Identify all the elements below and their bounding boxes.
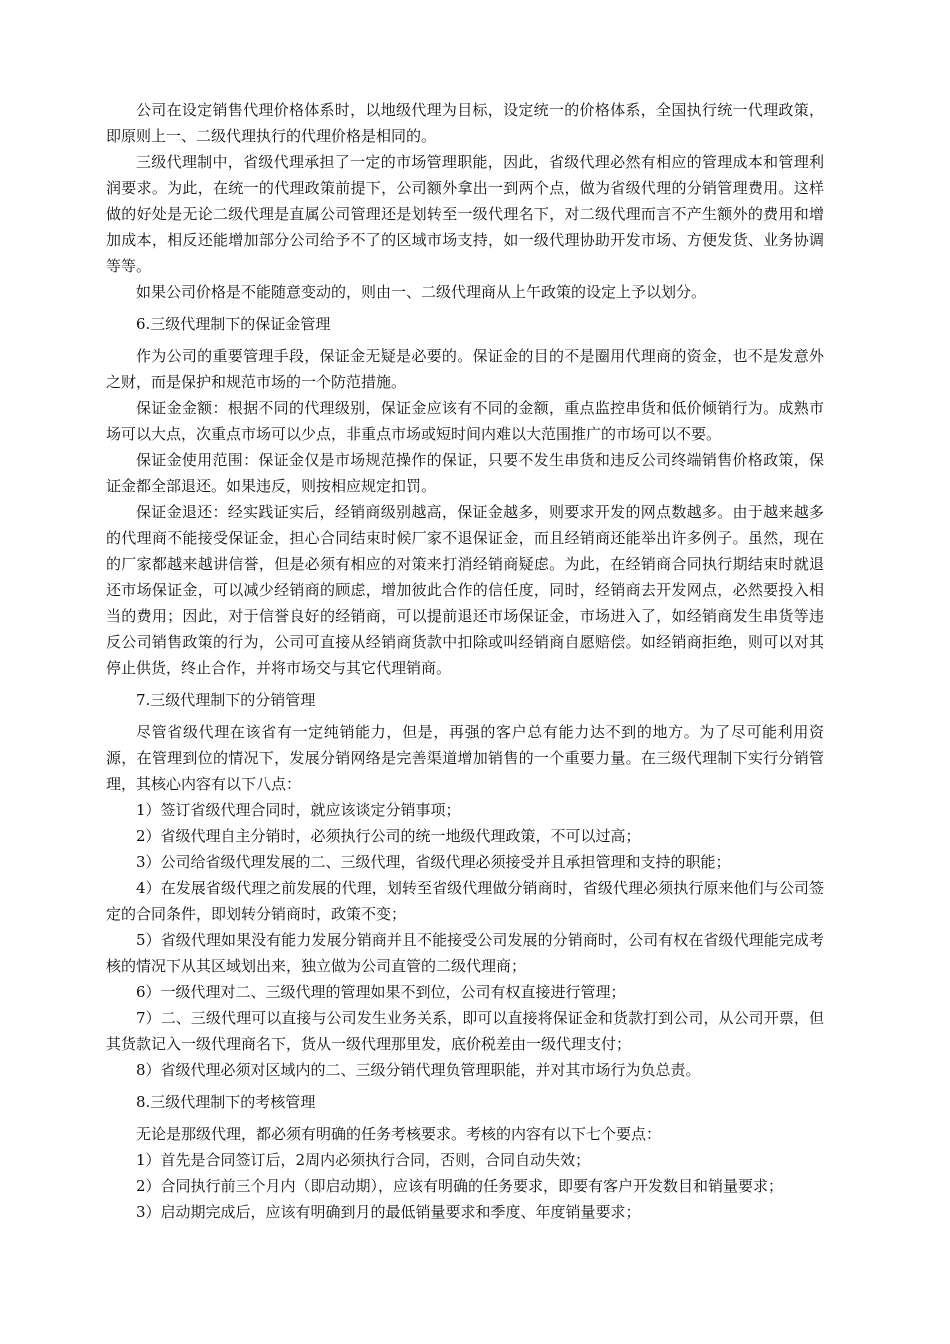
paragraph: 无论是那级代理，都必须有明确的任务考核要求。考核的内容有以下七个要点： <box>136 1125 662 1143</box>
list-item: 6）一级代理对二、三级代理的管理如果不到位，公司有权直接进行管理； <box>136 983 626 1001</box>
list-item: 2）省级代理自主分销时，必须执行公司的统一地级代理政策，不可以过高； <box>136 827 641 845</box>
paragraph: 保证金退还：经实践证实后，经销商级别越高，保证金越多，则要求开发的网点数越多。由于越来越多的代理商不能接受保证金，担心合同结束时候厂家不退保证金，而且经销商还能举出许多例子。虽然，现在的厂家都越来越讲信誉，但是必须有相应的对策来打消经销商疑虑。为此，在经销商合同执行期结束时就退还市场保证金，可以减少经销商的顾虑，增加彼此合作的信任度，同时，经销商去开发网点，必然要投入相当的费用；因此，对于信誉良好的经销商，可以提前退还市场保证金，市场进入了，如经销商发生串货等违反公司销售政策的行为，公司可直接从经销商货款中扣除或叫经销商自愿赔偿。如经销商拒绝，则可以对其停止供货，终止合作，并将市场交与其它代理销商。 <box>106 503 824 677</box>
list-item: 7）二、三级代理可以直接与公司发生业务关系，即可以直接将保证金和货款打到公司，从公司开票，但其货款记入一级代理商名下，货从一级代理那里发，底价税差由一级代理支付； <box>106 1009 824 1053</box>
list-item: 8）省级代理必须对区域内的二、三级分销代理负管理职能，并对其市场行为负总责。 <box>136 1061 701 1079</box>
section-7-heading: 7.三级代理制下的分销管理 <box>136 691 316 709</box>
paragraph: 三级代理制中，省级代理承担了一定的市场管理职能，因此，省级代理必然有相应的管理成本和管理利润要求。为此，在统一的代理政策前提下，公司额外拿出一到两个点，做为省级代理的分销管理费用。这样做的好处是无论二级代理是直属公司管理还是划转至一级代理名下，对二级代理而言不产生额外的费用和增加成本，相反还能增加部分公司给予不了的区域市场支持，如一级代理协助开发市场、方便发货、业务协调等等。 <box>106 153 824 275</box>
paragraph: 公司在设定销售代理价格体系时，以地级代理为目标，设定统一的价格体系，全国执行统一代理政策，即原则上一、二级代理执行的代理价格是相同的。 <box>106 101 824 145</box>
list-item: 5）省级代理如果没有能力发展分销商并且不能接受公司发展的分销商时，公司有权在省级代理能完成考核的情况下从其区域划出来，独立做为公司直管的二级代理商； <box>106 931 824 975</box>
list-item: 1）首先是合同签订后，2周内必须执行合同，否则，合同自动失效； <box>136 1151 591 1169</box>
paragraph: 保证金金额：根据不同的代理级别，保证金应该有不同的金额，重点监控串货和低价倾销行为。成熟市场可以大点，次重点市场可以少点，非重点市场或短时间内难以大范围推广的市场可以不要。 <box>106 399 824 443</box>
section-8-heading: 8.三级代理制下的考核管理 <box>136 1093 316 1111</box>
list-item: 1）签订省级代理合同时，就应该谈定分销事项； <box>136 801 461 819</box>
list-item: 3）启动期完成后，应该有明确到月的最低销量要求和季度、年度销量要求； <box>136 1203 641 1221</box>
list-item: 4）在发展省级代理之前发展的代理，划转至省级代理做分销商时，省级代理必须执行原来他们与公司签定的合同条件，即划转分销商时，政策不变； <box>106 879 824 923</box>
list-item: 2）合同执行前三个月内（即启动期），应该有明确的任务要求，即要有客户开发数目和销量要求； <box>136 1177 784 1195</box>
section-6-heading: 6.三级代理制下的保证金管理 <box>136 315 331 333</box>
list-item: 3）公司给省级代理发展的二、三级代理，省级代理必须接受并且承担管理和支持的职能； <box>136 853 731 871</box>
paragraph: 尽管省级代理在该省有一定纯销能力，但是，再强的客户总有能力达不到的地方。为了尽可能利用资源，在管理到位的情况下，发展分销网络是完善渠道增加销售的一个重要力量。在三级代理制下实行分销管理，其核心内容有以下八点： <box>106 723 824 793</box>
document-body <box>106 97 824 1225</box>
paragraph: 保证金使用范围：保证金仅是市场规范操作的保证，只要不发生串货和违反公司终端销售价格政策，保证金都全部退还。如果违反，则按相应规定扣罚。 <box>106 451 824 495</box>
paragraph: 如果公司价格是不能随意变动的，则由一、二级代理商从上午政策的设定上予以划分。 <box>136 283 707 301</box>
paragraph: 作为公司的重要管理手段，保证金无疑是必要的。保证金的目的不是圈用代理商的资金，也不是发意外之财，而是保护和规范市场的一个防范措施。 <box>106 347 824 391</box>
